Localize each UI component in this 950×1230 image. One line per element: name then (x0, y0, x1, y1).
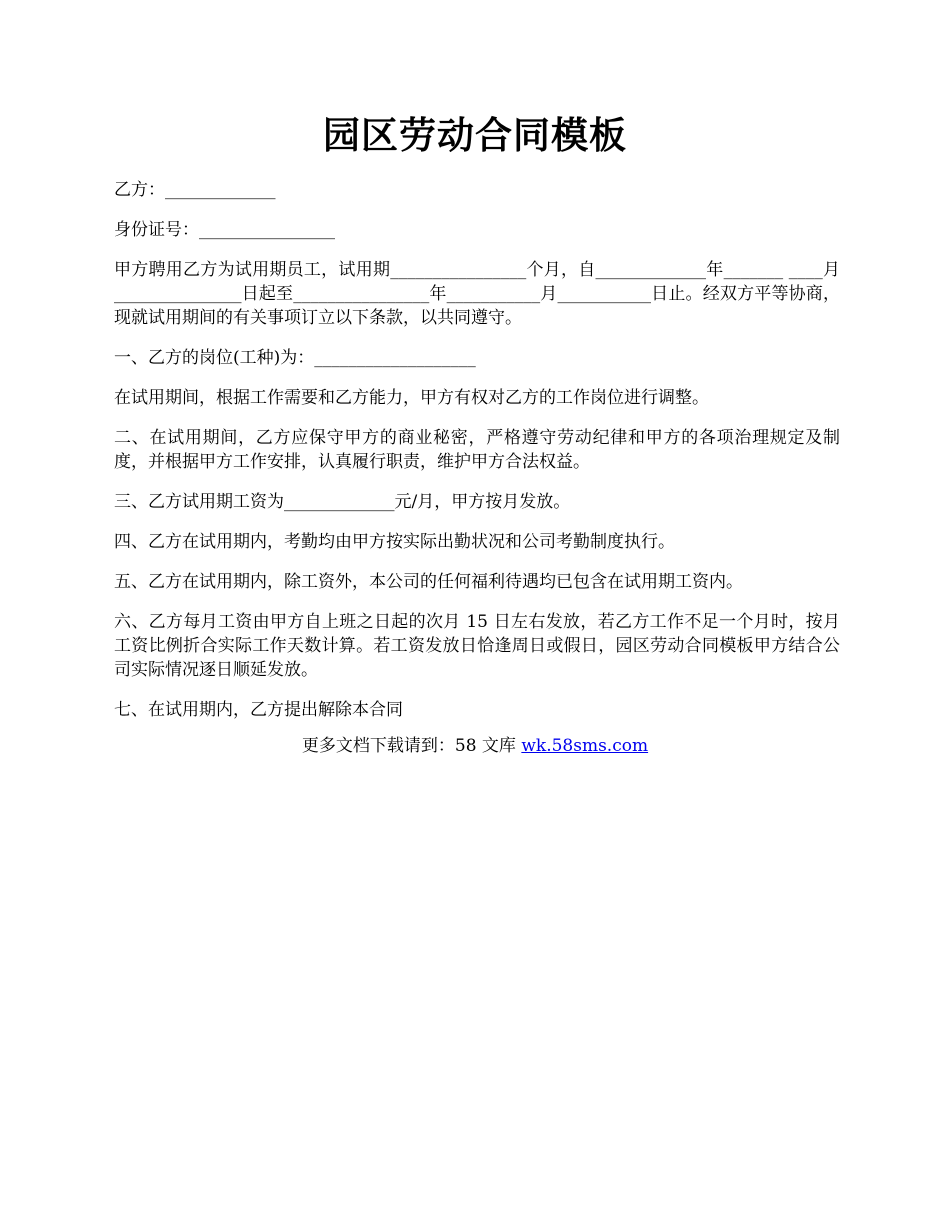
clause-6-payday: 六、乙方每月工资由甲方自上班之日起的次月 15 日左右发放，若乙方工作不足一个月时，按月工资比例折合实际工作天数计算。若工资发放日恰逢周日或假日，园区劳动合同模板甲方结合公司实际情况逐日顺延发放。 (114, 612, 840, 680)
download-footer (0, 734, 950, 758)
clause-1-position: 一、乙方的岗位(工种)为：___________________ (114, 348, 476, 368)
clause-5-benefits: 五、乙方在试用期内，除工资外，本公司的任何福利待遇均已包含在试用期工资内。 (114, 572, 743, 592)
document-body (114, 178, 840, 738)
party-b-line: 乙方：_____________ (114, 180, 276, 200)
id-number-line: 身份证号：________________ (114, 220, 335, 240)
footer-text: 更多文档下载请到：58 文库 (301, 736, 522, 756)
probation-intro-paragraph: 甲方聘用乙方为试用期员工，试用期________________个月，自_____________年_______ ____月_______________日起至________________年___________月___________日止。经双方平等协商，现就试用期间的有关事项订立以下条款，以共同遵守。 (114, 260, 840, 328)
clause-7-termination: 七、在试用期内，乙方提出解除本合同 (114, 700, 403, 720)
document-title: 园区劳动合同模板 (323, 113, 627, 157)
footer-link[interactable]: wk.58sms.com (521, 736, 649, 756)
clause-4-attendance: 四、乙方在试用期内，考勤均由甲方按实际出勤状况和公司考勤制度执行。 (114, 532, 675, 552)
clause-3-salary: 三、乙方试用期工资为_____________元/月，甲方按月发放。 (114, 492, 571, 512)
clause-2-confidentiality: 二、在试用期间，乙方应保守甲方的商业秘密，严格遵守劳动纪律和甲方的各项治理规定及制度，并根据甲方工作安排，认真履行职责，维护甲方合法权益。 (114, 428, 840, 472)
clause-1-adjustment: 在试用期间，根据工作需要和乙方能力，甲方有权对乙方的工作岗位进行调整。 (114, 388, 709, 408)
